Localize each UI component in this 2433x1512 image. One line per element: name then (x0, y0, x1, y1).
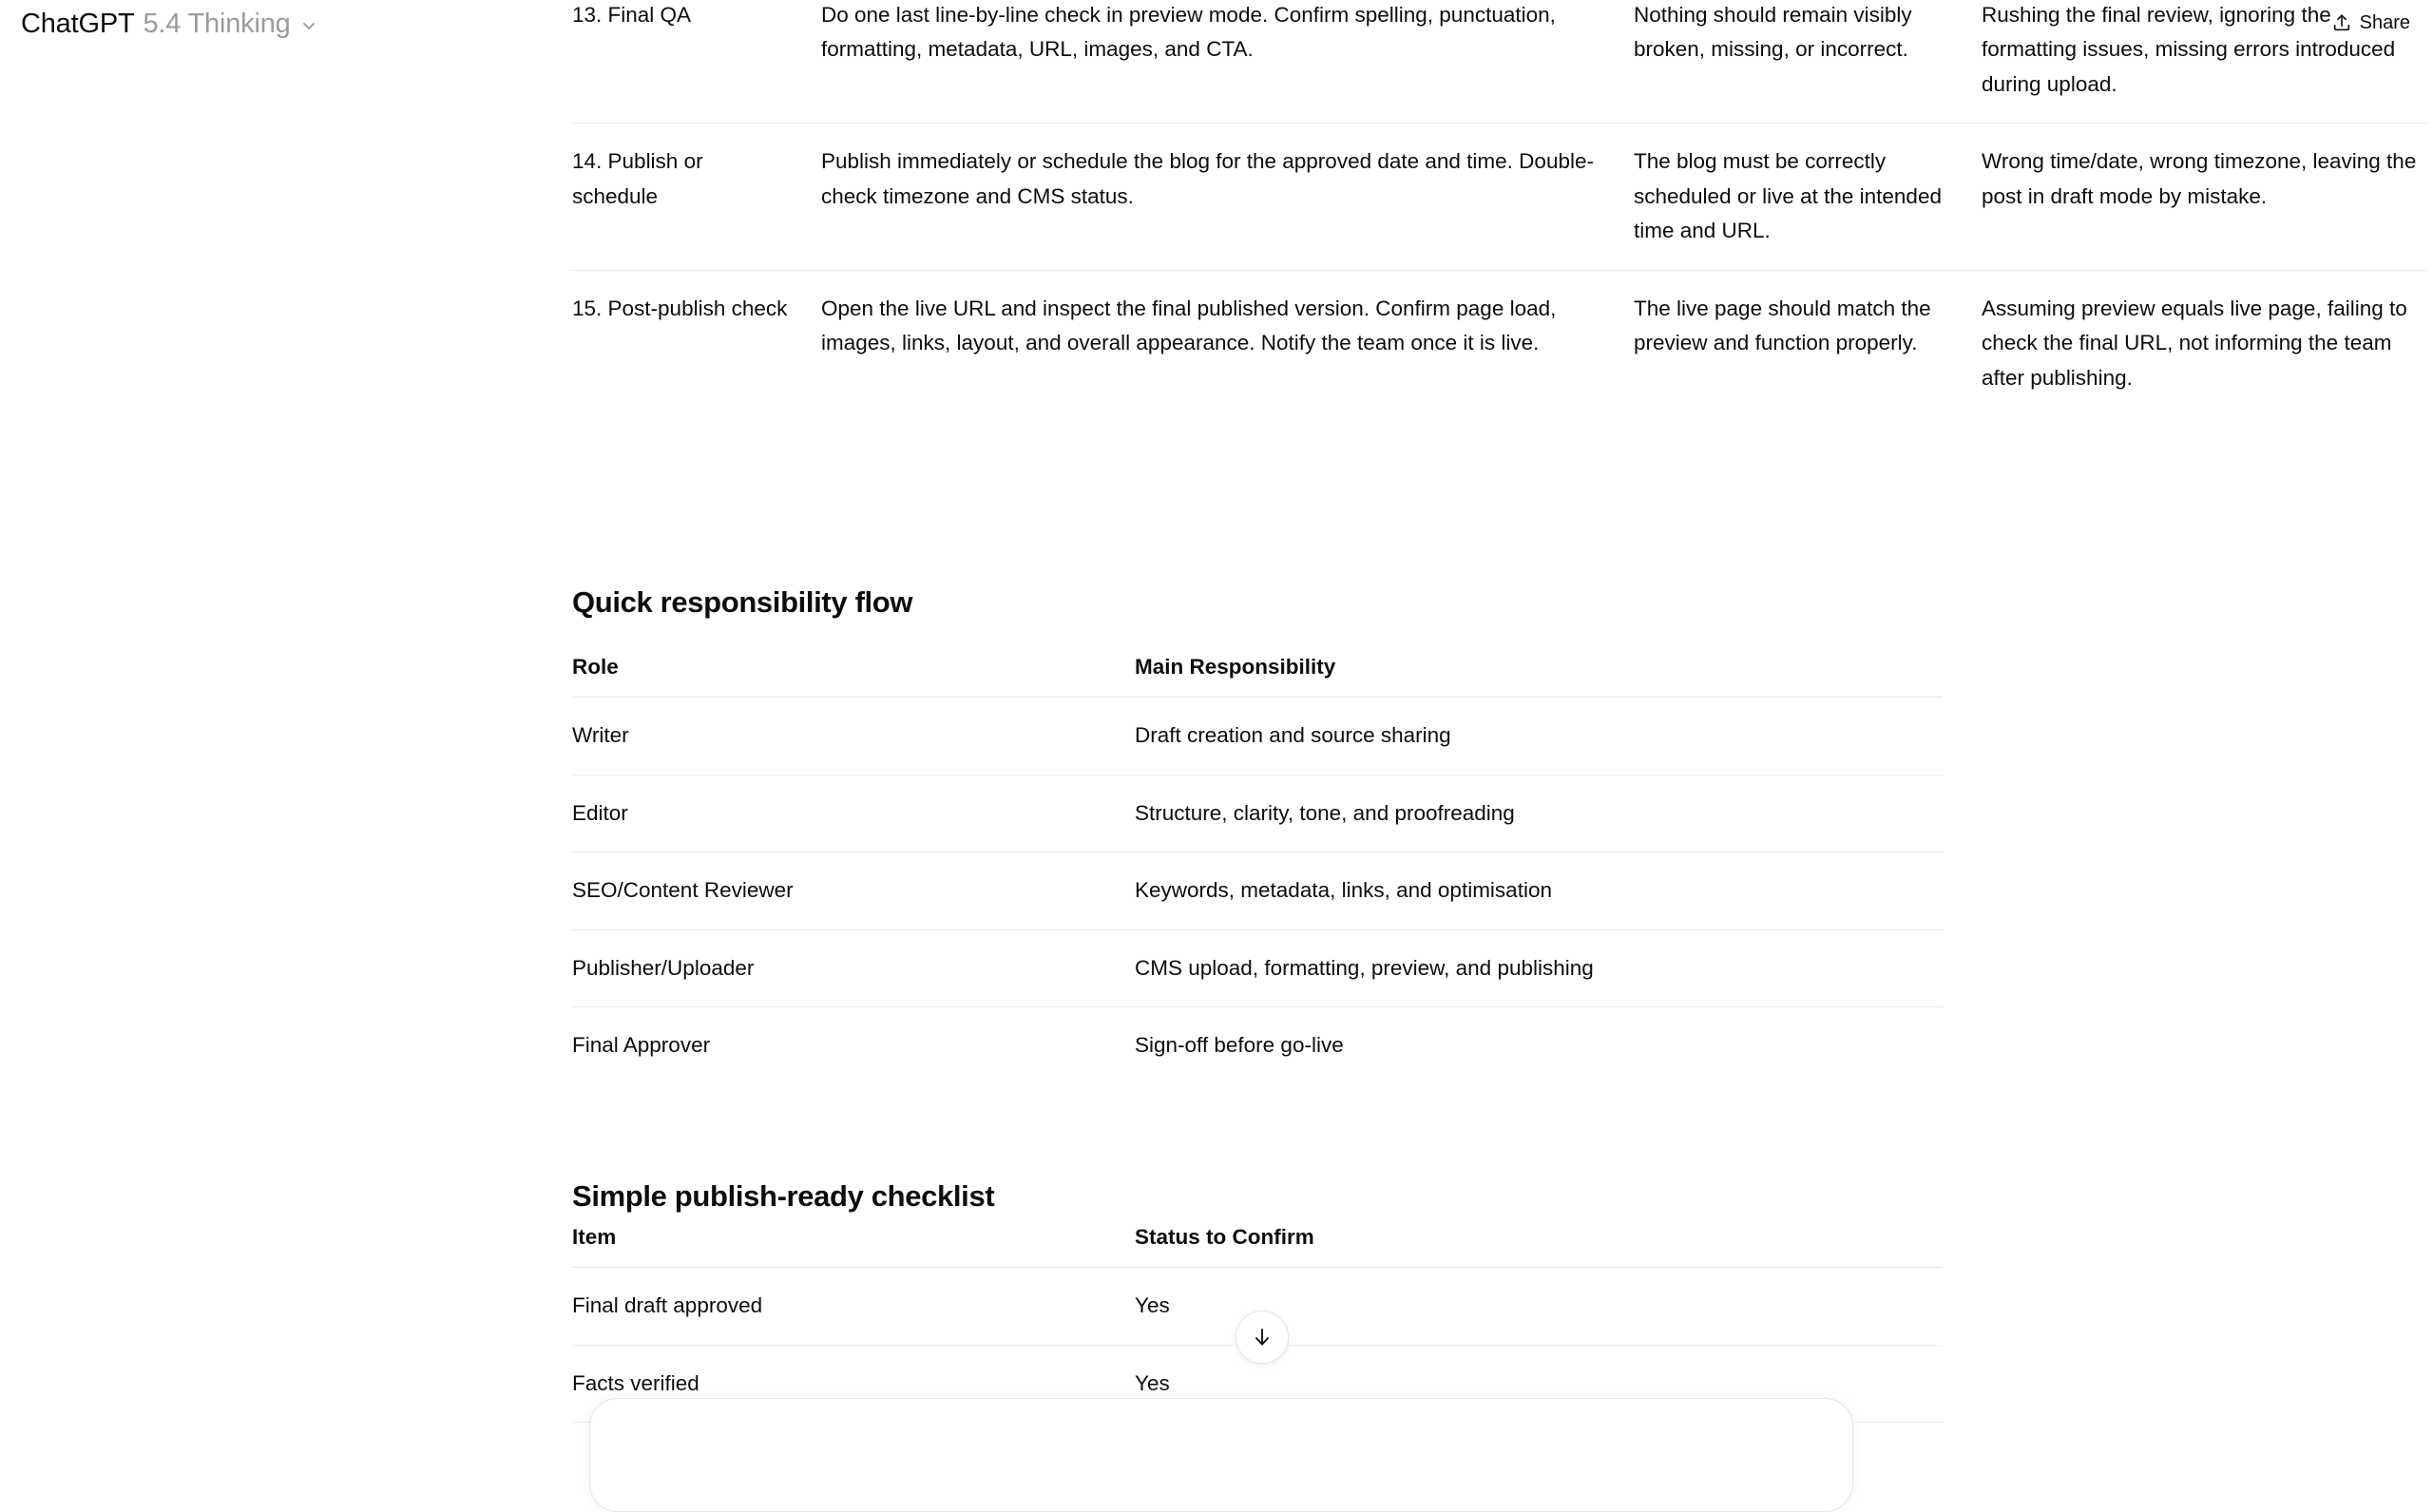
step-action-cell: Publish immediately or schedule the blog for the approved date and time. Double-check timezone and CMS status. (821, 124, 1634, 270)
responsibility-cell: Draft creation and source sharing (1135, 698, 1943, 775)
step-outcome-cell: The live page should match the preview and function properly. (1634, 296, 1931, 355)
responsibility-cell: CMS upload, formatting, preview, and publishing (1135, 929, 1943, 1006)
role-cell: Publisher/Uploader (572, 929, 1135, 1006)
table-row (572, 775, 1943, 852)
checklist-status-cell: Yes (1135, 1345, 1943, 1422)
app-title: ChatGPT (21, 9, 135, 39)
share-button[interactable] (2322, 6, 2420, 40)
column-header-item: Item (572, 1220, 1135, 1268)
responsibility-cell: Sign-off before go-live (1135, 1033, 1344, 1058)
responsibility-cell: Keywords, metadata, links, and optimisation (1135, 852, 1943, 929)
step-outcome-cell: The blog must be correctly scheduled or live at the intended time and URL. (1634, 124, 1982, 270)
column-header-role: Role (572, 650, 1135, 698)
table-header-row (572, 1220, 1943, 1268)
role-cell: Writer (572, 698, 1135, 775)
step-mistakes-cell: Assuming preview equals live page, failing to check the final URL, not informing the team after publishing. (1982, 296, 2407, 390)
table-row (572, 929, 1943, 1006)
arrow-down-icon (1250, 1325, 1274, 1349)
step-mistakes-cell: Wrong time/date, wrong timezone, leaving the post in draft mode by mistake. (1982, 124, 2427, 270)
column-header-responsibility: Main Responsibility (1135, 650, 1943, 698)
model-switcher-button[interactable] (17, 5, 330, 44)
responsibility-heading: Quick responsibility flow (572, 585, 913, 619)
process-steps-table (572, 0, 2427, 416)
share-button-label: Share (2359, 12, 2410, 33)
column-header-status: Status to Confirm (1135, 1220, 1943, 1268)
table-row (572, 270, 2427, 416)
step-name-cell: 14. Publish or schedule (572, 124, 821, 270)
table-header-row (572, 650, 1943, 698)
step-action-cell: Do one last line-by-line check in preview mode. Confirm spelling, punctuation, formatting, metadata, URL, images, and CTA. (821, 0, 1634, 124)
chevron-down-icon (299, 16, 318, 35)
checklist-heading: Simple publish-ready checklist (572, 1179, 995, 1213)
checklist-status-cell: Yes (1135, 1268, 1943, 1345)
step-mistakes-cell: Rushing the final review, ignoring the formatting issues, missing errors introduced during upload. (1982, 0, 2427, 124)
table-row (572, 698, 1943, 775)
table-row (572, 0, 2427, 124)
table-row (572, 124, 2427, 270)
model-variant-label: 5.4 Thinking (143, 9, 291, 39)
step-name-cell: 15. Post-publish check (572, 296, 788, 320)
step-outcome-cell: Nothing should remain visibly broken, missing, or incorrect. (1634, 0, 1982, 124)
responsibility-cell: Structure, clarity, tone, and proofreading (1135, 775, 1943, 852)
step-name-cell: 13. Final QA (572, 0, 821, 124)
checklist-item-cell: Final draft approved (572, 1268, 1135, 1345)
step-action-cell: Open the live URL and inspect the final published version. Confirm page load, images, links, layout, and overall appearance. Notify the team once it is live. (821, 296, 1557, 355)
table-row (572, 852, 1943, 929)
message-composer[interactable] (589, 1398, 1853, 1512)
role-cell: SEO/Content Reviewer (572, 852, 1135, 929)
role-cell: Editor (572, 775, 1135, 852)
responsibility-table (572, 650, 1943, 1084)
scroll-to-bottom-button[interactable] (1236, 1311, 1289, 1364)
table-row (572, 1007, 1943, 1084)
role-cell: Final Approver (572, 1033, 711, 1058)
share-upload-icon (2331, 12, 2352, 33)
checklist-item-cell: Facts verified (572, 1345, 1135, 1422)
